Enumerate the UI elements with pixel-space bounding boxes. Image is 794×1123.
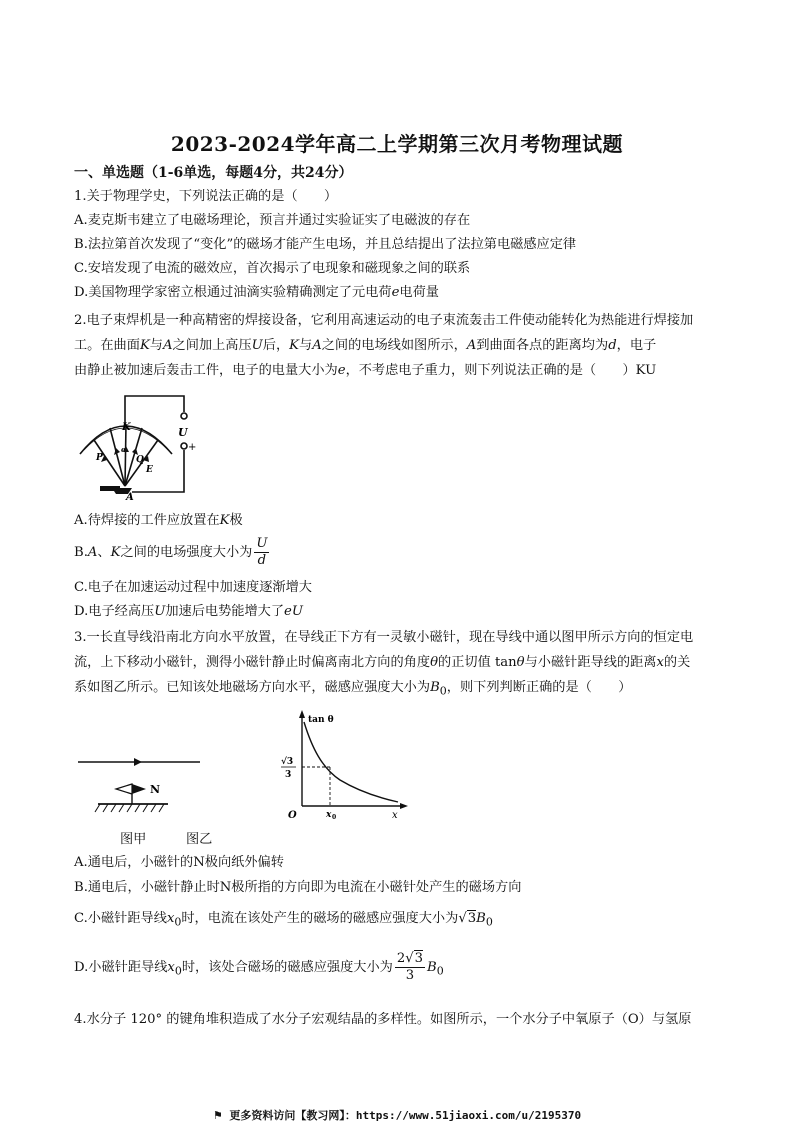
fraction-u-over-d: $\frac{U}{d}$ (256, 536, 268, 568)
tick-x0-sub: 0 (332, 814, 337, 821)
q2-option-a: A.待焊接的工件应放置在K极 (74, 513, 243, 528)
page-title: 2023-2024学年高二上学期第三次月考物理试题 (170, 132, 624, 156)
footer-link[interactable] (0, 1107, 794, 1123)
label-plus: + (188, 442, 197, 453)
current-direction-arrow (134, 758, 142, 766)
q1-option-c: C.安培发现了电流的磁效应，首次揭示了电现象和磁现象之间的联系 (74, 261, 471, 276)
q1-option-b: B.法拉第首次发现了“变化”的磁场才能产生电场，并且总结提出了法拉第电磁感应定律 (74, 237, 577, 252)
tick-3: 3 (285, 770, 292, 780)
fraction-2sqrt3-over-3: $\frac{2√3}{3}$ (396, 951, 424, 983)
label-u: U (178, 426, 188, 439)
label-a: A (126, 492, 134, 500)
q1-stem: 1.关于物理学史，下列说法正确的是（ ） (74, 189, 338, 204)
q3-figure-wire-compass (76, 750, 206, 820)
footer-text: 更多资料访问【教习网】：https://www.51jiaoxi.com/u/2195370 (229, 1109, 582, 1122)
q2-stem-line1: 2.电子束焊机是一种高精密的焊接设备，它利用高速运动的电子束流轰击工件使动能转化为热能进行焊接加 (74, 313, 694, 328)
q3-option-c: C.小磁针距导线$x_0$时，电流在该处产生的磁场的磁感应强度大小为$√3B_0$ (74, 911, 493, 929)
figure-caption-2: 图乙 (186, 832, 213, 847)
q3-option-a: A.通电后，小磁针的N极向纸外偏转 (74, 855, 284, 870)
label-p: P (96, 453, 103, 463)
label-k: K (122, 422, 131, 433)
q3-figure-tan-theta-graph (278, 708, 418, 823)
q3-option-d: D.小磁针距导线$x_0$时，该处合磁场的磁感应强度大小为 $\frac{2√3}{3}$ $B_0$ (74, 951, 444, 983)
label-e: E (146, 465, 153, 475)
section-heading: 一、单选题（1-6单选，每题4分，共24分） (74, 165, 353, 181)
q2-option-b: B.A、K之间的电场强度大小为 $\frac{U}{d}$ (74, 536, 268, 568)
q3-stem-line2: 流，上下移动小磁针，测得小磁针静止时偏离南北方向的角度θ的正切值 tanθ与小磁针距导线的距离x的关 (74, 655, 691, 670)
q2-option-d: D.电子经高压U加速后电势能增大了eU (74, 604, 303, 619)
y-axis-label: tan θ (308, 715, 334, 725)
label-electron: e (121, 445, 126, 454)
label-q: Q (136, 455, 144, 465)
q3-option-b: B.通电后，小磁针静止时N极所指的方向即为电流在小磁针处产生的磁场方向 (74, 880, 522, 895)
q2-stem-line3: 由静止被加速后轰击工件，电子的电量大小为e，不考虑电子重力，则下列说法正确的是（ ）KU (74, 363, 657, 378)
q3-stem-line1: 3.一长直导线沿南北方向水平放置，在导线正下方有一灵敏小磁针，现在导线中通以图甲所示方向的恒定电 (74, 630, 694, 645)
q4-stem-line1: 4.水分子 120° 的键角堆积造成了水分子宏观结晶的多样性。如图所示，一个水分子中氧原子（O）与氢原 (74, 1012, 692, 1027)
tick-sqrt3: √3 (281, 757, 294, 767)
q3-stem-line3: 系如图乙所示。已知该处地磁场方向水平，磁感应强度大小为$B_0$，则下列判断正确的是（ ） (74, 680, 632, 698)
tick-x0: x (326, 810, 332, 820)
q1-option-a: A.麦克斯韦建立了电磁场理论，预言并通过实验证实了电磁波的存在 (74, 213, 471, 228)
q2-welding-diagram (70, 388, 200, 500)
flag-icon: ⚑ (212, 1109, 223, 1122)
q2-stem-line2: 工。在曲面K与A之间加上高压U后，K与A之间的电场线如图所示，A到曲面各点的距离均为d，电子 (74, 338, 657, 353)
x-axis-label: x (392, 810, 398, 821)
label-n: N (150, 783, 161, 796)
q1-option-d: D.美国物理学家密立根通过油滴实验精确测定了元电荷e电荷量 (74, 285, 439, 300)
origin-label: O (288, 810, 297, 821)
figure-caption-1: 图甲 (120, 832, 147, 847)
q2-option-c: C.电子在加速运动过程中加速度逐渐增大 (74, 580, 312, 595)
